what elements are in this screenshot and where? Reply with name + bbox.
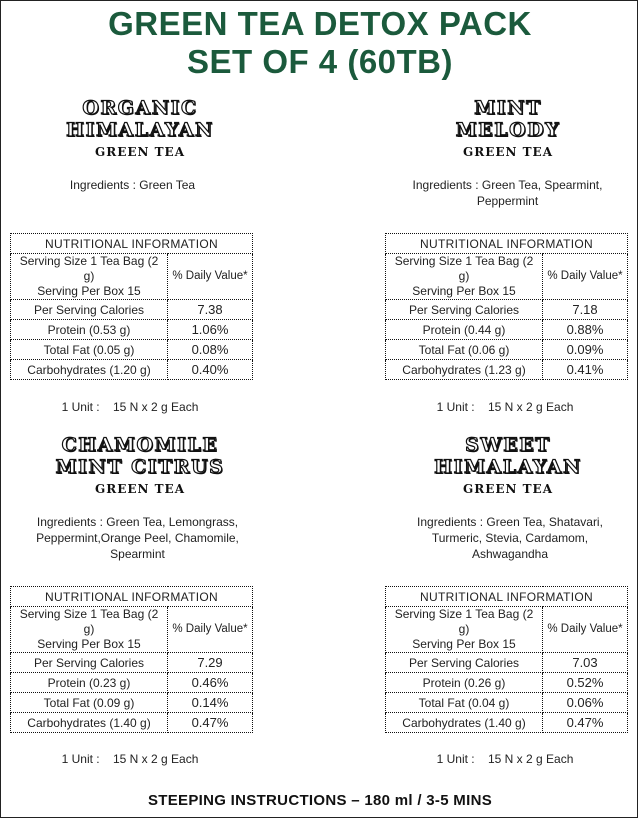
- daily-value-header: % Daily Value*: [168, 607, 253, 653]
- daily-value-header: % Daily Value*: [543, 607, 628, 653]
- serving-per-box: Serving Per Box 15: [37, 637, 141, 651]
- product-name-line1: ORGANIC: [82, 97, 198, 119]
- carb-label: Carbohydrates (1.20 g): [11, 360, 168, 380]
- protein-dv: 1.06%: [168, 320, 253, 340]
- carb-dv: 0.47%: [168, 713, 253, 733]
- product-subtitle: GREEN TEA: [94, 145, 186, 159]
- unit-value: 15 N x 2 g Each: [112, 400, 199, 414]
- ingredients-line: Ashwagandha: [471, 547, 549, 561]
- carb-dv: 0.47%: [543, 713, 628, 733]
- calories-label: Per Serving Calories: [386, 300, 543, 320]
- carb-label: Carbohydrates (1.40 g): [11, 713, 168, 733]
- nutrition-header: NUTRITIONAL INFORMATION: [386, 234, 628, 254]
- ingredients-line: Peppermint,Orange Peel, Chamomile,: [36, 531, 239, 545]
- calories-label: Per Serving Calories: [11, 653, 168, 673]
- protein-label: Protein (0.26 g): [386, 673, 543, 693]
- nutrition-table: [10, 233, 253, 380]
- ingredients-line: Ingredients : Green Tea, Lemongrass,: [36, 515, 239, 529]
- carb-label: Carbohydrates (1.40 g): [386, 713, 543, 733]
- nutrition-header: NUTRITIONAL INFORMATION: [386, 587, 628, 607]
- ingredients-line: Turmeric, Stevia, Cardamom,: [431, 531, 589, 545]
- ingredients-line: Spearmint: [110, 547, 165, 561]
- serving-cell: [386, 254, 543, 300]
- protein-label: Protein (0.23 g): [11, 673, 168, 693]
- unit-line: [30, 752, 230, 766]
- serving-per-box: Serving Per Box 15: [412, 637, 516, 651]
- unit-label: 1 Unit :: [436, 400, 475, 414]
- ingredients-text: Ingredients : Green Tea: [69, 178, 196, 192]
- daily-value-header: % Daily Value*: [168, 254, 253, 300]
- fat-dv: 0.14%: [168, 693, 253, 713]
- serving-per-box: Serving Per Box 15: [37, 284, 141, 298]
- serving-cell: [11, 607, 168, 653]
- protein-dv: 0.52%: [543, 673, 628, 693]
- unit-line: [405, 400, 605, 414]
- ingredients-text: [390, 177, 625, 209]
- page-title-line2: SET OF 4 (60TB): [186, 43, 454, 80]
- product-subtitle: GREEN TEA: [94, 482, 186, 496]
- unit-label: 1 Unit :: [436, 752, 475, 766]
- fat-label: Total Fat (0.06 g): [386, 340, 543, 360]
- protein-dv: 0.88%: [543, 320, 628, 340]
- fat-dv: 0.08%: [168, 340, 253, 360]
- nutrition-header: NUTRITIONAL INFORMATION: [11, 587, 253, 607]
- serving-size: Serving Size 1 Tea Bag (2 g): [394, 607, 534, 636]
- ingredients-line: Ingredients : Green Tea, Shatavari,: [417, 515, 603, 529]
- product-name-line1: SWEET: [465, 434, 551, 456]
- ingredients-line: Peppermint: [476, 194, 539, 208]
- calories-value: 7.29: [168, 653, 253, 673]
- calories-value: 7.18: [543, 300, 628, 320]
- calories-label: Per Serving Calories: [11, 300, 168, 320]
- nutrition-header: NUTRITIONAL INFORMATION: [11, 234, 253, 254]
- nutrition-table: [385, 586, 628, 733]
- product-name-line1: MINT: [474, 97, 542, 119]
- product-name-line2: HIMALAYAN: [66, 119, 214, 141]
- unit-value: 15 N x 2 g Each: [112, 752, 199, 766]
- calories-value: 7.38: [168, 300, 253, 320]
- unit-line: [405, 752, 605, 766]
- unit-line: [30, 400, 230, 414]
- unit-label: 1 Unit :: [61, 400, 100, 414]
- product-name-line2: HIMALAYAN: [434, 456, 582, 478]
- unit-value: 15 N x 2 g Each: [487, 752, 574, 766]
- fat-dv: 0.06%: [543, 693, 628, 713]
- fat-label: Total Fat (0.04 g): [386, 693, 543, 713]
- fat-label: Total Fat (0.09 g): [11, 693, 168, 713]
- serving-per-box: Serving Per Box 15: [412, 284, 516, 298]
- carb-dv: 0.40%: [168, 360, 253, 380]
- product-name-line2: MINT CITRUS: [55, 456, 225, 478]
- serving-cell: [386, 607, 543, 653]
- nutrition-table: [10, 586, 253, 733]
- unit-label: 1 Unit :: [61, 752, 100, 766]
- calories-label: Per Serving Calories: [386, 653, 543, 673]
- product-name-line1: CHAMOMILE: [61, 434, 219, 456]
- protein-label: Protein (0.44 g): [386, 320, 543, 340]
- nutrition-table: [385, 233, 628, 380]
- serving-size: Serving Size 1 Tea Bag (2 g): [394, 254, 534, 283]
- calories-value: 7.03: [543, 653, 628, 673]
- steeping-instructions: STEEPING INSTRUCTIONS – 180 ml / 3-5 MINS: [147, 792, 493, 809]
- protein-dv: 0.46%: [168, 673, 253, 693]
- product-subtitle: GREEN TEA: [462, 145, 554, 159]
- product-subtitle: GREEN TEA: [462, 482, 554, 496]
- carb-dv: 0.41%: [543, 360, 628, 380]
- fat-dv: 0.09%: [543, 340, 628, 360]
- ingredients-line: Ingredients : Green Tea, Spearmint,: [412, 178, 603, 192]
- daily-value-header: % Daily Value*: [543, 254, 628, 300]
- serving-size: Serving Size 1 Tea Bag (2 g): [19, 254, 159, 283]
- unit-value: 15 N x 2 g Each: [487, 400, 574, 414]
- serving-size: Serving Size 1 Tea Bag (2 g): [19, 607, 159, 636]
- ingredients-text: [15, 514, 260, 562]
- serving-cell: [11, 254, 168, 300]
- ingredients-text: [390, 514, 630, 562]
- page-title-line1: GREEN TEA DETOX PACK: [108, 5, 532, 42]
- product-name-line2: MELODY: [455, 119, 561, 141]
- protein-label: Protein (0.53 g): [11, 320, 168, 340]
- fat-label: Total Fat (0.05 g): [11, 340, 168, 360]
- carb-label: Carbohydrates (1.23 g): [386, 360, 543, 380]
